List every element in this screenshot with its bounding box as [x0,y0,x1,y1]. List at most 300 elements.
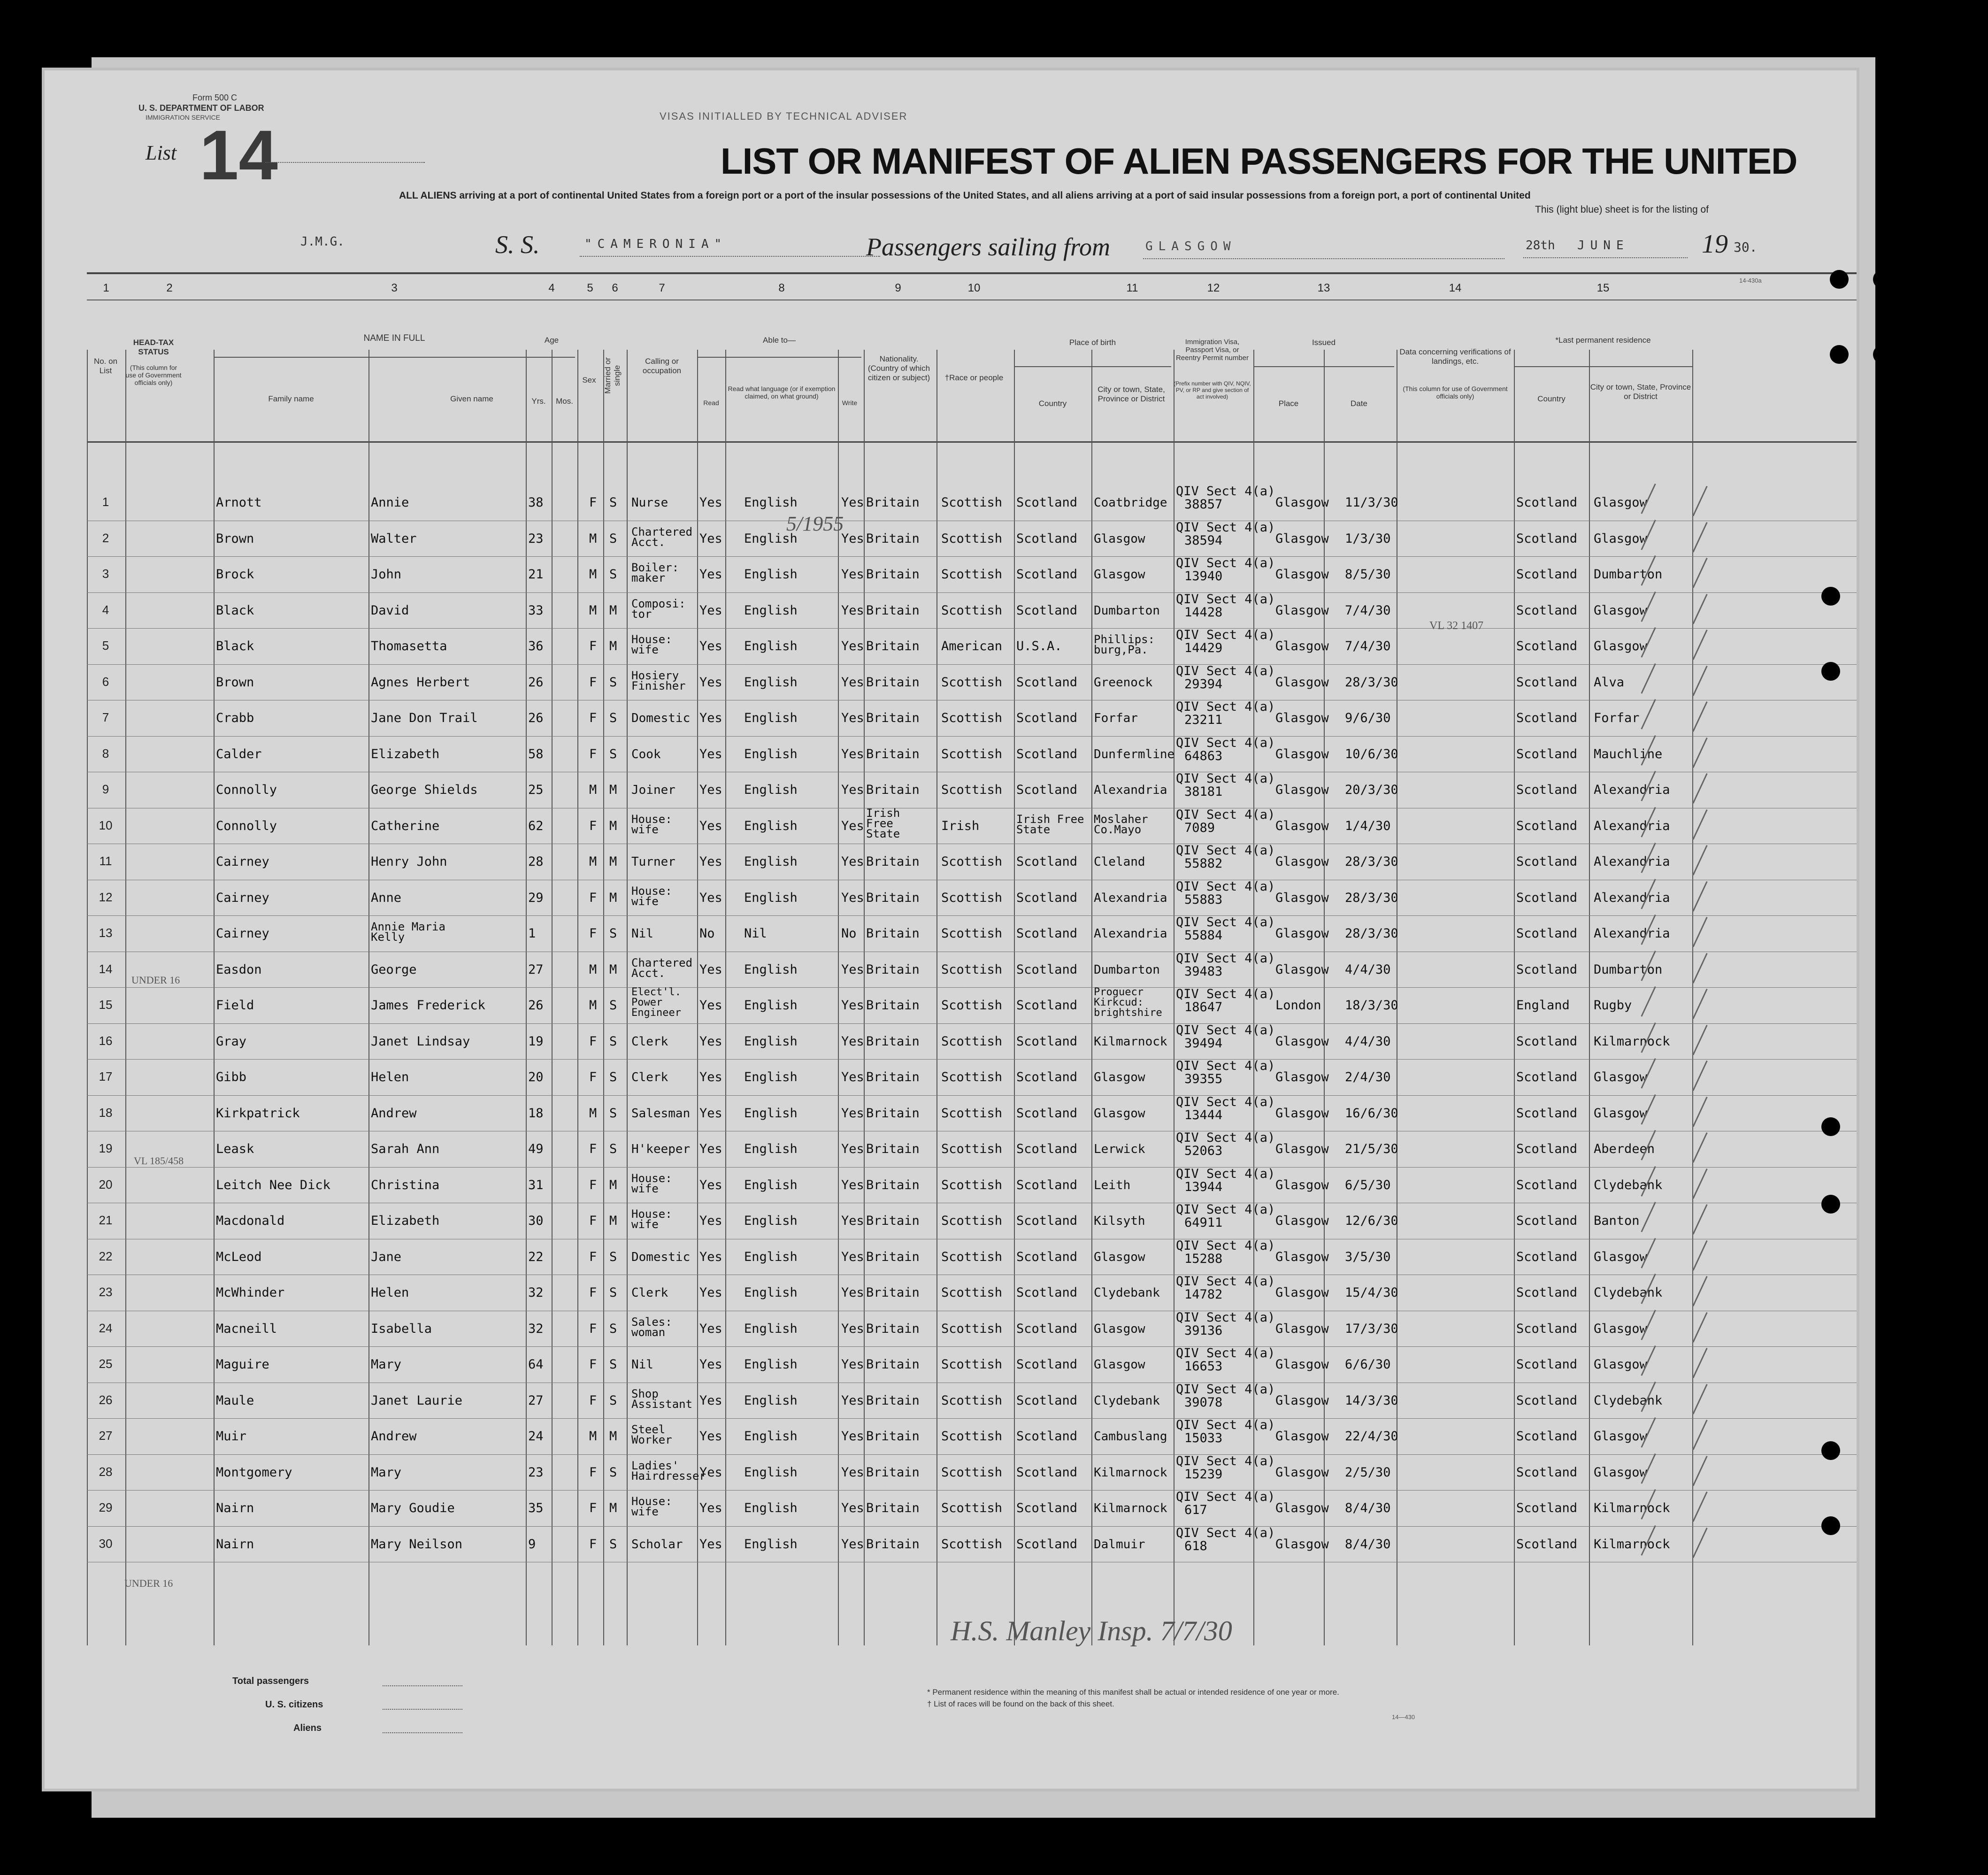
marital-status: S [609,1249,617,1264]
residence-city: Clydebank [1594,1285,1663,1300]
visa-type: QIV Sect 4(a) [1176,1274,1275,1289]
residence-city: Forfar [1594,711,1640,725]
occupation: Turner [631,855,675,869]
occupation: House: wife [631,812,672,836]
read-language: English [744,639,798,653]
residence-country: Scotland [1516,1465,1578,1480]
column-rule [603,350,604,1645]
issued-date: 1/3/30 [1345,531,1391,546]
row-number: 28 [99,1464,113,1479]
given-name: Janet Lindsay [371,1034,470,1049]
can-write: Yes [841,1034,864,1049]
residence-country: Scotland [1516,1070,1578,1084]
footer-line-3 [383,1732,462,1733]
read-language: English [744,1214,798,1228]
birth-country: Scotland [1016,854,1078,869]
birth-city: Alexandria [1094,891,1167,905]
given-name: George [371,962,417,977]
given-name: Andrew [371,1106,417,1121]
family-name: Cairney [216,890,269,905]
visa-type: QIV Sect 4(a) [1176,879,1275,894]
can-read: Yes [699,1465,722,1480]
can-read: Yes [699,639,722,653]
occupation: Cook [631,747,661,761]
footer-aliens: Aliens [293,1723,322,1733]
race: Scottish [941,1142,1003,1156]
residence-city: Banton [1594,1214,1640,1228]
can-read: Yes [699,531,722,546]
race: Scottish [941,1285,1003,1300]
given-name: Elizabeth [371,746,440,761]
row-rule [87,1346,1857,1347]
column-number: 2 [166,282,173,294]
occupation: Nurse [631,496,668,510]
residence-city: Glasgow [1594,639,1647,653]
birth-country: Scotland [1016,1106,1078,1121]
visa-type: QIV Sect 4(a) [1176,1022,1275,1037]
pencil-check-icon [1692,1240,1707,1271]
sex: F [589,926,597,941]
can-read: Yes [699,890,722,905]
sex: M [589,603,597,618]
issued-date: 6/6/30 [1345,1357,1391,1372]
can-read: Yes [699,783,722,797]
age: 38 [528,495,544,510]
initials: J.M.G. [300,235,345,249]
residence-city: Alva [1594,675,1625,690]
visa-number: 14429 [1184,641,1223,655]
family-name: Cairney [216,854,269,869]
sex: M [589,531,597,546]
col-head-tax: HEAD-TAX STATUS [133,338,174,356]
residence-city: Kilmarnock [1594,1537,1670,1552]
read-language: English [744,1034,798,1049]
given-name: Mary Neilson [371,1537,463,1552]
marital-status: M [609,818,617,833]
read-language: English [744,818,798,833]
issued-date: 18/3/30 [1345,998,1398,1013]
col-landings: Data concerning verifications of landings, etc. [1399,347,1511,366]
birth-city: Dunfermline [1094,747,1175,761]
occupation: Clerk [631,1070,668,1084]
residence-country: Scotland [1516,1429,1578,1444]
birth-country: Scotland [1016,1070,1078,1084]
birth-country: Scotland [1016,746,1078,761]
can-write: Yes [841,711,864,725]
family-name: Maule [216,1393,254,1408]
visa-number: 15033 [1184,1431,1223,1445]
subheader-rule [697,357,861,358]
occupation: Nil [631,927,653,941]
can-read: Yes [699,1214,722,1228]
birth-city: Coatbridge [1094,496,1167,510]
read-language: English [744,783,798,797]
nationality: Britain [866,531,920,546]
column-number: 13 [1317,282,1330,294]
row-rule [87,664,1857,665]
pencil-check-icon [1692,1528,1707,1558]
pencil-check-icon [1692,1168,1707,1199]
residence-country: Scotland [1516,890,1578,905]
punch-hole-icon [1821,587,1840,606]
occupation: Hosiery Finisher [631,669,686,692]
issued-date: 17/3/30 [1345,1321,1398,1336]
birth-country: Irish Free State [1016,812,1084,836]
column-number: 12 [1207,282,1220,294]
marital-status: S [609,998,617,1013]
can-write: Yes [841,1357,864,1372]
marital-status: S [609,746,617,761]
pencil-check-icon [1692,1060,1707,1091]
footer-total: Total passengers [232,1676,309,1686]
issued-place: Glasgow [1275,1034,1329,1049]
punch-hole-icon [1873,345,1892,364]
issued-place: Glasgow [1275,926,1329,941]
service-name: IMMIGRATION SERVICE [146,114,220,121]
sex: F [589,1321,597,1336]
sex: F [589,1070,597,1084]
col-visa-note: (Prefix number with QIV, NQIV, PV, or RP and give section of act involved) [1174,380,1251,400]
manifest-sheet [45,70,1857,1789]
column-rule [1091,350,1092,1645]
read-language: English [744,1393,798,1408]
year-prefix: 19 [1702,230,1728,259]
occupation: Clerk [631,1286,668,1300]
pencil-check-icon [1692,522,1707,553]
residence-city: Clydebank [1594,1393,1663,1408]
visa-number: 39483 [1184,964,1223,979]
issued-place: Glasgow [1275,531,1329,546]
column-number: 7 [659,282,665,294]
age: 25 [528,783,544,797]
birth-country: Scotland [1016,962,1078,977]
sex: M [589,1106,597,1121]
can-write: Yes [841,890,864,905]
occupation: Domestic [631,711,691,725]
can-read: Yes [699,1070,722,1084]
age: 22 [528,1249,544,1264]
race: Scottish [941,746,1003,761]
row-number: 15 [99,998,113,1012]
age: 35 [528,1501,544,1515]
family-name: Montgomery [216,1465,292,1480]
family-name: Brown [216,531,254,546]
pencil-check-icon [1692,845,1707,876]
pencil-check-icon [1692,558,1707,588]
visa-number: 39355 [1184,1072,1223,1086]
occupation: Joiner [631,783,675,797]
can-write: Yes [841,1214,864,1228]
can-write: Yes [841,531,864,546]
col-given-name: Given name [450,394,493,403]
visa-number: 618 [1184,1538,1207,1553]
pencil-check-icon [1692,701,1707,732]
given-name: Elizabeth [371,1214,440,1228]
pencil-check-icon [1641,699,1656,730]
punch-hole-icon [1821,1117,1840,1136]
read-language: English [744,495,798,510]
residence-city: Glasgow [1594,1106,1647,1121]
form-number: Form 500 C [192,93,238,102]
age: 23 [528,531,544,546]
can-write: Yes [841,1106,864,1121]
visa-type: QIV Sect 4(a) [1176,1059,1275,1073]
column-rule [1014,350,1015,1645]
annotation-vl-a: VL 185/458 [134,1155,184,1167]
given-name: Isabella [371,1321,432,1336]
col-read: Read [703,399,719,407]
given-name: Annie Maria Kelly [371,920,445,944]
read-language: English [744,603,798,618]
residence-country: Scotland [1516,675,1578,690]
given-name: Agnes Herbert [371,675,470,690]
row-rule [87,736,1857,737]
read-language: English [744,1465,798,1480]
age: 30 [528,1214,544,1228]
can-write: Yes [841,639,864,653]
sailing-label: Passengers sailing from [866,233,1111,261]
issued-date: 11/3/30 [1345,495,1398,510]
marital-status: S [609,1537,617,1552]
can-write: Yes [841,783,864,797]
occupation: Scholar [631,1537,683,1552]
birth-country: Scotland [1016,1465,1078,1480]
occupation: House: wife [631,884,672,908]
issued-date: 21/5/30 [1345,1142,1398,1156]
issued-date: 7/4/30 [1345,603,1391,618]
date-day: 28th [1526,238,1555,253]
visa-type: QIV Sect 4(a) [1176,1346,1275,1360]
race: Scottish [941,1465,1003,1480]
visa-type: QIV Sect 4(a) [1176,1130,1275,1145]
read-language: English [744,1357,798,1372]
pencil-check-icon [1692,630,1707,660]
nationality: Britain [866,603,920,618]
issued-date: 28/3/30 [1345,890,1398,905]
issued-date: 7/4/30 [1345,639,1391,653]
col-nationality: Nationality. (Country of which citizen or subject) [867,354,930,382]
col-read-language: Read what language (or if exemption claimed, on what ground) [728,385,836,400]
race: Scottish [941,1321,1003,1336]
column-rule [552,350,553,1645]
race: Scottish [941,711,1003,725]
marital-status: S [609,1142,617,1156]
read-language: English [744,675,798,690]
column-rule [125,350,126,1645]
residence-country: Scotland [1516,531,1578,546]
ship-line [580,256,880,257]
age: 58 [528,746,544,761]
sex: F [589,1214,597,1228]
can-read: Yes [699,495,722,510]
visa-type: QIV Sect 4(a) [1176,520,1275,535]
visa-type: QIV Sect 4(a) [1176,915,1275,930]
can-read: Yes [699,1537,722,1552]
age: 32 [528,1321,544,1336]
sex: F [589,818,597,833]
visa-number: 13444 [1184,1107,1223,1122]
family-name: Arnott [216,495,262,510]
residence-city: Glasgow [1594,1465,1647,1480]
birth-country: Scotland [1016,567,1078,582]
visa-number: 23211 [1184,713,1223,727]
issued-date: 8/4/30 [1345,1501,1391,1515]
family-name: Black [216,639,254,653]
marital-status: S [609,1285,617,1300]
issued-place: Glasgow [1275,567,1329,582]
family-name: Easdon [216,962,262,977]
issued-place: Glasgow [1275,854,1329,869]
visa-type: QIV Sect 4(a) [1176,843,1275,858]
sex: F [589,1393,597,1408]
row-rule [87,1059,1857,1060]
residence-country: Scotland [1516,567,1578,582]
given-name: Mary [371,1465,402,1480]
birth-city: Proguecr Kirkcud: brightshire [1094,986,1162,1019]
race: Scottish [941,567,1003,582]
residence-city: Glasgow [1594,1357,1647,1372]
column-rule [1514,350,1515,1645]
marital-status: M [609,639,617,653]
col-write: Write [842,399,858,407]
family-name: McWhinder [216,1285,285,1300]
visa-number: 38181 [1184,784,1223,799]
column-rule [526,350,527,1645]
read-language: English [744,998,798,1013]
footer-line-1 [383,1685,462,1686]
birth-country: Scotland [1016,711,1078,725]
issued-place: Glasgow [1275,962,1329,977]
given-name: Walter [371,531,417,546]
row-number: 13 [99,926,113,940]
nationality: Britain [866,783,920,797]
visa-type: QIV Sect 4(a) [1176,1166,1275,1181]
given-name: David [371,603,409,618]
pencil-check-icon [1692,1097,1707,1127]
column-number: 11 [1126,282,1138,294]
nationality: Britain [866,854,920,869]
marital-status: S [609,1034,617,1049]
col-res-country: Country [1537,394,1566,403]
issued-date: 20/3/30 [1345,783,1398,797]
birth-country: Scotland [1016,495,1078,510]
residence-country: Scotland [1516,1142,1578,1156]
birth-country: Scotland [1016,1429,1078,1444]
row-number: 3 [102,567,109,581]
race: Scottish [941,1177,1003,1192]
can-read: Yes [699,1034,722,1049]
nationality: Britain [866,962,920,977]
nationality: Britain [866,1285,920,1300]
birth-country: Scotland [1016,926,1078,941]
visa-number: 55883 [1184,892,1223,907]
family-name: Field [216,998,254,1013]
col-issued: Issued [1312,338,1336,347]
given-name: Catherine [371,818,440,833]
footer-citizens: U. S. citizens [265,1699,323,1710]
visa-type: QIV Sect 4(a) [1176,628,1275,642]
can-read: Yes [699,603,722,618]
marital-status: M [609,890,617,905]
birth-country: Scotland [1016,1285,1078,1300]
residence-country: Scotland [1516,854,1578,869]
visa-number: 38857 [1184,497,1223,512]
marital-status: M [609,1214,617,1228]
nationality: Britain [866,639,920,653]
column-rule [577,350,578,1645]
issued-place: Glasgow [1275,1501,1329,1515]
can-read: Yes [699,1106,722,1121]
visa-number: 617 [1184,1503,1207,1517]
issued-place: Glasgow [1275,1214,1329,1228]
visa-number: 18647 [1184,1000,1223,1014]
birth-city: Dumbarton [1094,603,1160,618]
occupation: H'keeper [631,1142,691,1156]
family-name: Calder [216,746,262,761]
row-number: 11 [99,854,112,868]
nationality: Britain [866,1393,920,1408]
birth-city: Kilmarnock [1094,1465,1167,1480]
footer-code: 14—430 [1392,1714,1415,1721]
row-number: 18 [99,1105,113,1120]
birth-city: Alexandria [1094,927,1167,941]
visa-type: QIV Sect 4(a) [1176,592,1275,607]
col-calling: Calling or occupation [642,357,682,375]
issued-place: Glasgow [1275,890,1329,905]
occupation: Clerk [631,1034,668,1049]
marital-status: S [609,531,617,546]
row-number: 2 [102,530,109,545]
issued-date: 3/5/30 [1345,1249,1391,1264]
row-number: 22 [99,1249,113,1263]
residence-country: Scotland [1516,818,1578,833]
can-write: Yes [841,1321,864,1336]
visa-number: 7089 [1184,820,1215,835]
can-read: Yes [699,962,722,977]
issued-place: Glasgow [1275,1393,1329,1408]
residence-country: Scotland [1516,495,1578,510]
punch-hole-icon [1830,345,1849,364]
row-number: 29 [99,1500,113,1514]
issued-date: 2/5/30 [1345,1465,1391,1480]
visa-type: QIV Sect 4(a) [1176,484,1275,499]
age: 26 [528,675,544,690]
given-name: Mary [371,1357,402,1372]
can-read: No [699,926,715,941]
race: Scottish [941,1501,1003,1515]
age: 18 [528,1106,544,1121]
can-write: Yes [841,1429,864,1444]
column-rule [368,350,369,1645]
family-name: McLeod [216,1249,262,1264]
row-number: 7 [102,710,109,724]
subheader-rule [1014,366,1171,367]
nationality: Irish Free State [866,806,900,840]
visa-number: 52063 [1184,1144,1223,1158]
visas-note: VISAS INITIALLED BY TECHNICAL ADVISER [660,110,908,122]
race: Scottish [941,1214,1003,1228]
read-language: English [744,746,798,761]
residence-country: Scotland [1516,1034,1578,1049]
marital-status: M [609,1501,617,1515]
marital-status: S [609,1357,617,1372]
race: Scottish [941,926,1003,941]
can-write: Yes [841,1501,864,1515]
pencil-check-icon [1692,1204,1707,1235]
age: 23 [528,1465,544,1480]
nationality: Britain [866,1501,920,1515]
visa-number: 55884 [1184,928,1223,943]
